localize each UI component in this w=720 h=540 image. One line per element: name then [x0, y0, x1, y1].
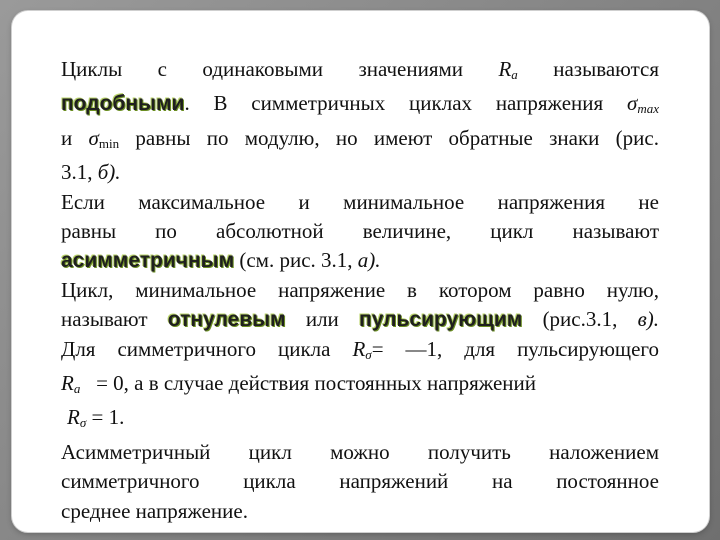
paragraph-ratios [61, 335, 659, 438]
text-line [61, 55, 659, 89]
text-run: (рис.3.1, [522, 307, 638, 332]
text-line: среднее напряжение. [61, 498, 248, 523]
term-asymmetric: асимметричным [61, 249, 235, 273]
text-run: (см. рис. 3.1, [234, 248, 358, 273]
term-similar: подобными [61, 92, 185, 116]
text-line [61, 158, 659, 187]
text-run: 3.1, [61, 160, 98, 185]
term-zero-to: отнулевым [167, 308, 286, 332]
text-run: называют [61, 307, 168, 332]
text-line [61, 305, 659, 334]
text-line [61, 335, 659, 369]
text-line [61, 369, 659, 403]
text-line: Цикл, минимальное напряжение в котором равно нулю, [61, 277, 659, 302]
text-line [61, 124, 659, 158]
subscript: σ [79, 415, 87, 431]
text-line: равны по абсолютной величине, цикл называют [61, 219, 659, 244]
text-line: симметричного цикла напряжений на постоянное [61, 469, 659, 494]
symbol-sigma: σ [88, 125, 99, 150]
symbol-r: R [498, 57, 512, 81]
figure-ref: б). [97, 160, 121, 185]
text-line [61, 403, 659, 437]
text-run: равны по модулю, но имеют обратные знаки (рис. [119, 125, 659, 150]
text-run: . В симметричных циклах напряжения [184, 91, 627, 116]
text-run: Для симметричного цикла [61, 336, 353, 361]
term-pulsating: пульсирующим [359, 308, 523, 332]
text-line: Асимметричный цикл можно получить наложением [61, 439, 659, 464]
text-run: и [61, 125, 89, 150]
slide-text-body [61, 55, 659, 526]
symbol-r: R [352, 336, 366, 361]
subscript: max [637, 101, 659, 117]
paragraph-similar-cycles [61, 55, 659, 188]
text-run: = 0, а в случае действия постоянных напряжений [80, 371, 536, 396]
subscript: a [511, 67, 518, 82]
text-run: Циклы с одинаковыми значениями [61, 57, 499, 81]
figure-ref: в). [637, 307, 659, 332]
text-run: называются [517, 57, 660, 81]
text-line: Если максимальное и минимальное напряжения не [61, 189, 659, 214]
subscript: min [98, 135, 120, 151]
slide-card [12, 11, 709, 532]
text-run: = 1. [86, 405, 125, 430]
text-run: или [285, 307, 360, 332]
symbol-r: R [67, 405, 80, 430]
symbol-r: R [61, 371, 74, 396]
paragraph-pulsating [61, 276, 659, 335]
paragraph-asymmetric [61, 188, 659, 276]
subscript: a [73, 381, 81, 397]
paragraph-superposition [61, 438, 659, 526]
text-line [61, 89, 659, 123]
subscript: σ [365, 346, 372, 362]
figure-ref: а). [357, 248, 381, 273]
text-run: = —1, для пульсирующего [371, 336, 659, 361]
symbol-sigma: σ [626, 91, 638, 116]
text-line [61, 246, 659, 275]
